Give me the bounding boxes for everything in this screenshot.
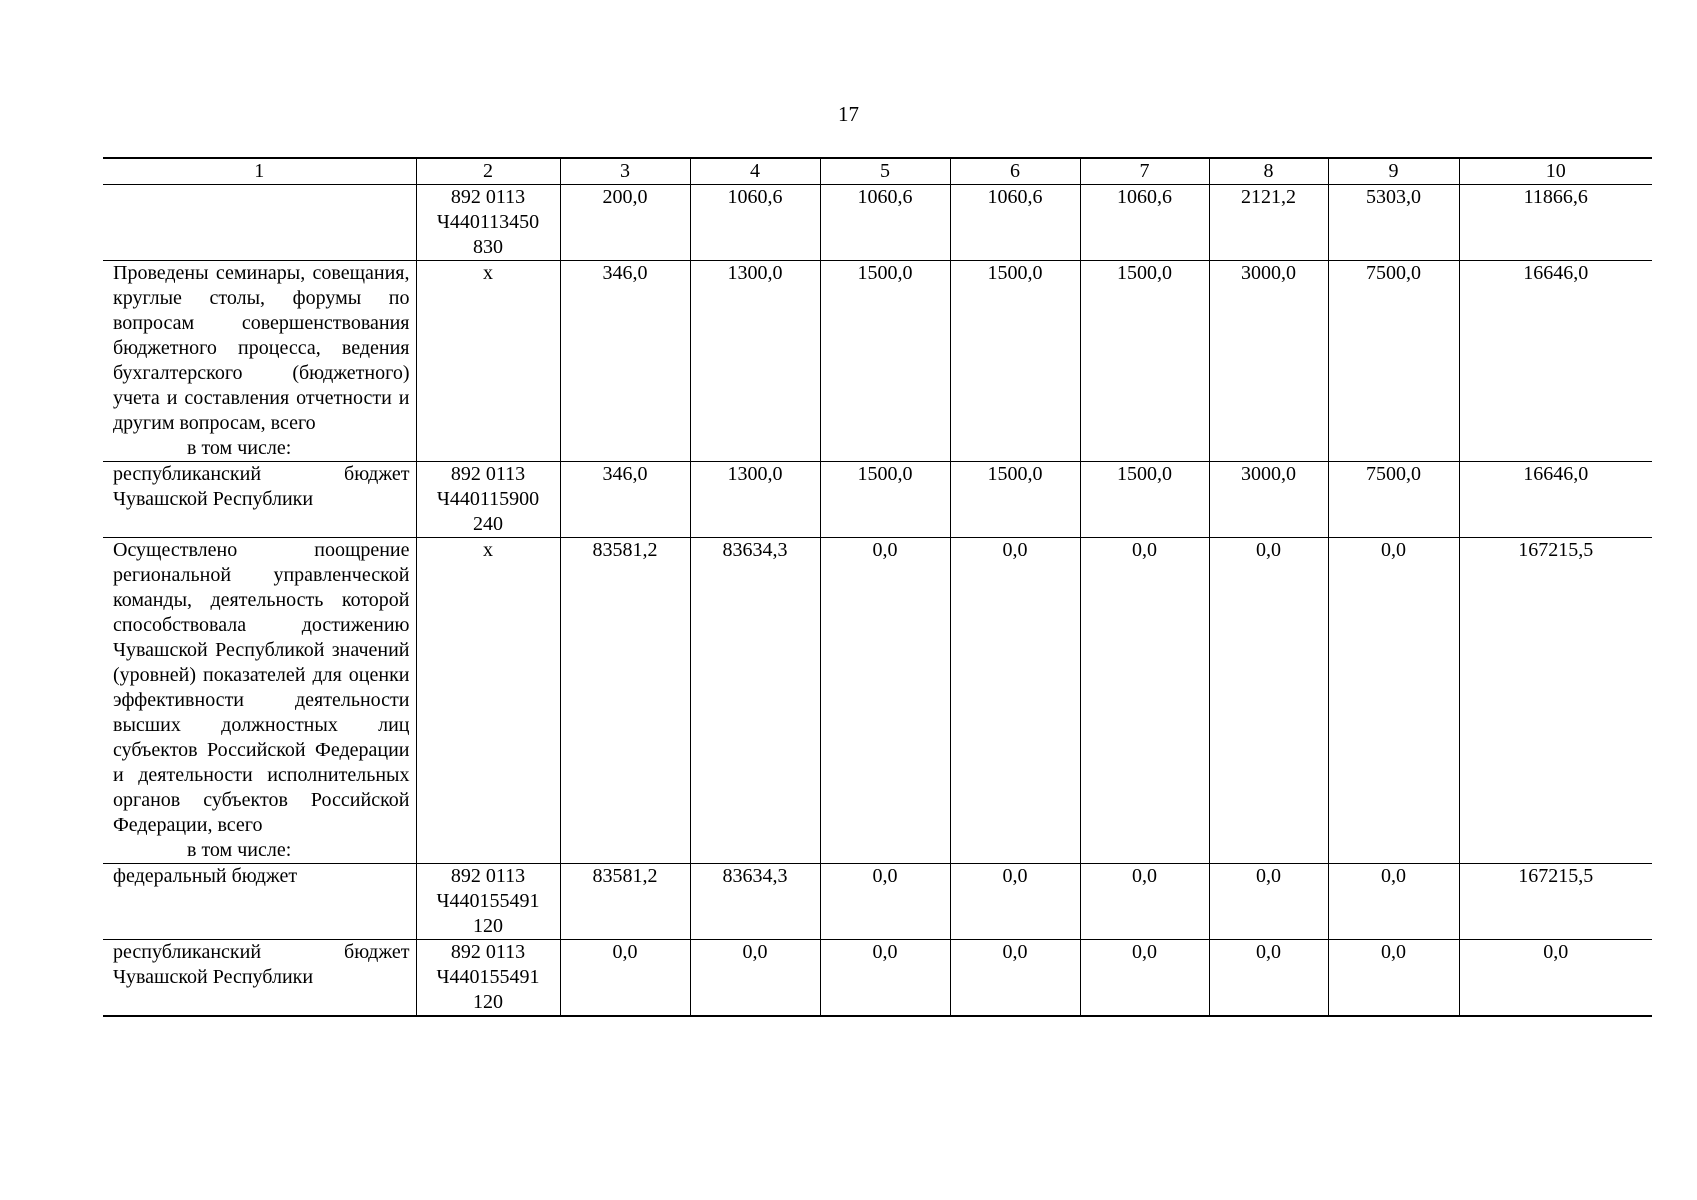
row-value-cell: 0,0	[1328, 864, 1459, 940]
row-value-cell: 167215,5	[1459, 538, 1652, 864]
row-value-cell: 1060,6	[1080, 185, 1209, 261]
row-value-cell: 1500,0	[950, 462, 1080, 538]
row-value-cell: 0,0	[1328, 538, 1459, 864]
column-header-3: 3	[560, 158, 690, 185]
row-value-cell: 0,0	[1209, 864, 1328, 940]
row-value-cell: 0,0	[1080, 538, 1209, 864]
row-value-cell: 0,0	[1080, 864, 1209, 940]
table-row	[103, 538, 1652, 864]
table-row	[103, 261, 1652, 462]
column-header-1: 1	[103, 158, 416, 185]
row-description: Проведены семинары, совещания, круглые столы, форумы по вопросам совершенствования бюджетного процесса, ведения бухгалтерского (бюджетного) учета и составления отчетности и другим вопросам, всего	[113, 262, 410, 434]
row-value-cell: 83634,3	[690, 538, 820, 864]
row-value-cell: 167215,5	[1459, 864, 1652, 940]
row-value-cell: 1060,6	[820, 185, 950, 261]
row-value-cell: 7500,0	[1328, 462, 1459, 538]
table-row	[103, 864, 1652, 940]
row-code-cell	[416, 462, 560, 538]
row-value-cell: 83581,2	[560, 864, 690, 940]
row-value-cell: 16646,0	[1459, 462, 1652, 538]
row-code-cell	[416, 185, 560, 261]
row-description: федеральный бюджет	[113, 865, 298, 887]
row-value-cell: 3000,0	[1209, 261, 1328, 462]
row-value-cell: 0,0	[1459, 940, 1652, 1017]
row-code-line: 892 0113	[450, 941, 526, 963]
row-code-line: Ч440155491	[436, 966, 540, 988]
row-value-cell: 5303,0	[1328, 185, 1459, 261]
row-description: Осуществлено поощрение региональной управленческой команды, деятельность которой способствовала достижению Чувашской Республикой значений (уровней) показателей для оценки эффективности деятельности высших должностных лиц субъектов Российской Федерации и деятельности исполнительных органов субъектов Российской Федерации, всего	[113, 539, 410, 836]
row-code-cell	[416, 864, 560, 940]
row-value-cell: 83634,3	[690, 864, 820, 940]
row-value-cell: 0,0	[950, 538, 1080, 864]
row-value-cell: 1300,0	[690, 261, 820, 462]
column-header-4: 4	[690, 158, 820, 185]
row-value-cell: 0,0	[1209, 538, 1328, 864]
table-row	[103, 185, 1652, 261]
row-description-cell	[103, 261, 416, 462]
row-description-cell	[103, 940, 416, 1017]
page-number: 17	[838, 102, 859, 126]
row-code-line: 240	[473, 513, 503, 535]
row-description: республиканский бюджет Чувашской Республики	[113, 941, 410, 988]
row-value-cell: 0,0	[1209, 940, 1328, 1017]
row-value-cell: 83581,2	[560, 538, 690, 864]
row-code-line: 120	[473, 915, 503, 937]
row-description-cell	[103, 462, 416, 538]
row-value-cell: 1500,0	[820, 462, 950, 538]
row-code-line: 830	[473, 236, 503, 258]
row-value-cell: 1060,6	[690, 185, 820, 261]
column-header-5: 5	[820, 158, 950, 185]
column-header-10: 10	[1459, 158, 1652, 185]
column-number-row	[103, 158, 1652, 185]
row-value-cell: 0,0	[820, 864, 950, 940]
row-code-line: x	[483, 262, 493, 284]
row-value-cell: 7500,0	[1328, 261, 1459, 462]
row-code-line: 120	[473, 991, 503, 1013]
column-header-6: 6	[950, 158, 1080, 185]
row-code-line: Ч440115900	[436, 488, 540, 510]
row-subtitle: в том числе:	[187, 437, 292, 459]
row-code-line: Ч440155491	[436, 890, 540, 912]
row-subtitle: в том числе:	[187, 839, 292, 861]
row-code-cell	[416, 538, 560, 864]
row-value-cell: 0,0	[820, 940, 950, 1017]
row-code-line: x	[483, 539, 493, 561]
row-value-cell: 1060,6	[950, 185, 1080, 261]
table-body	[103, 185, 1652, 1017]
row-value-cell: 0,0	[1080, 940, 1209, 1017]
row-code-cell	[416, 940, 560, 1017]
row-description-cell	[103, 185, 416, 261]
row-description: республиканский бюджет Чувашской Республики	[113, 463, 410, 510]
row-value-cell: 0,0	[560, 940, 690, 1017]
column-header-8: 8	[1209, 158, 1328, 185]
row-description-cell	[103, 538, 416, 864]
budget-table	[103, 157, 1652, 1017]
row-value-cell: 1500,0	[950, 261, 1080, 462]
row-value-cell: 0,0	[950, 864, 1080, 940]
row-value-cell: 346,0	[560, 261, 690, 462]
table-row	[103, 940, 1652, 1017]
row-value-cell: 1500,0	[1080, 462, 1209, 538]
row-value-cell: 1300,0	[690, 462, 820, 538]
row-code-cell	[416, 261, 560, 462]
row-code-line: Ч440113450	[436, 211, 540, 233]
row-value-cell: 200,0	[560, 185, 690, 261]
row-description-cell	[103, 864, 416, 940]
column-header-2: 2	[416, 158, 560, 185]
row-value-cell: 346,0	[560, 462, 690, 538]
row-value-cell: 0,0	[690, 940, 820, 1017]
column-header-7: 7	[1080, 158, 1209, 185]
row-value-cell: 1500,0	[820, 261, 950, 462]
row-value-cell: 2121,2	[1209, 185, 1328, 261]
table-row	[103, 462, 1652, 538]
row-value-cell: 16646,0	[1459, 261, 1652, 462]
row-value-cell: 1500,0	[1080, 261, 1209, 462]
row-value-cell: 0,0	[820, 538, 950, 864]
row-value-cell: 11866,6	[1459, 185, 1652, 261]
row-code-line: 892 0113	[450, 865, 526, 887]
row-value-cell: 0,0	[950, 940, 1080, 1017]
row-code-line: 892 0113	[450, 186, 526, 208]
column-header-9: 9	[1328, 158, 1459, 185]
row-value-cell: 3000,0	[1209, 462, 1328, 538]
row-value-cell: 0,0	[1328, 940, 1459, 1017]
row-code-line: 892 0113	[450, 463, 526, 485]
